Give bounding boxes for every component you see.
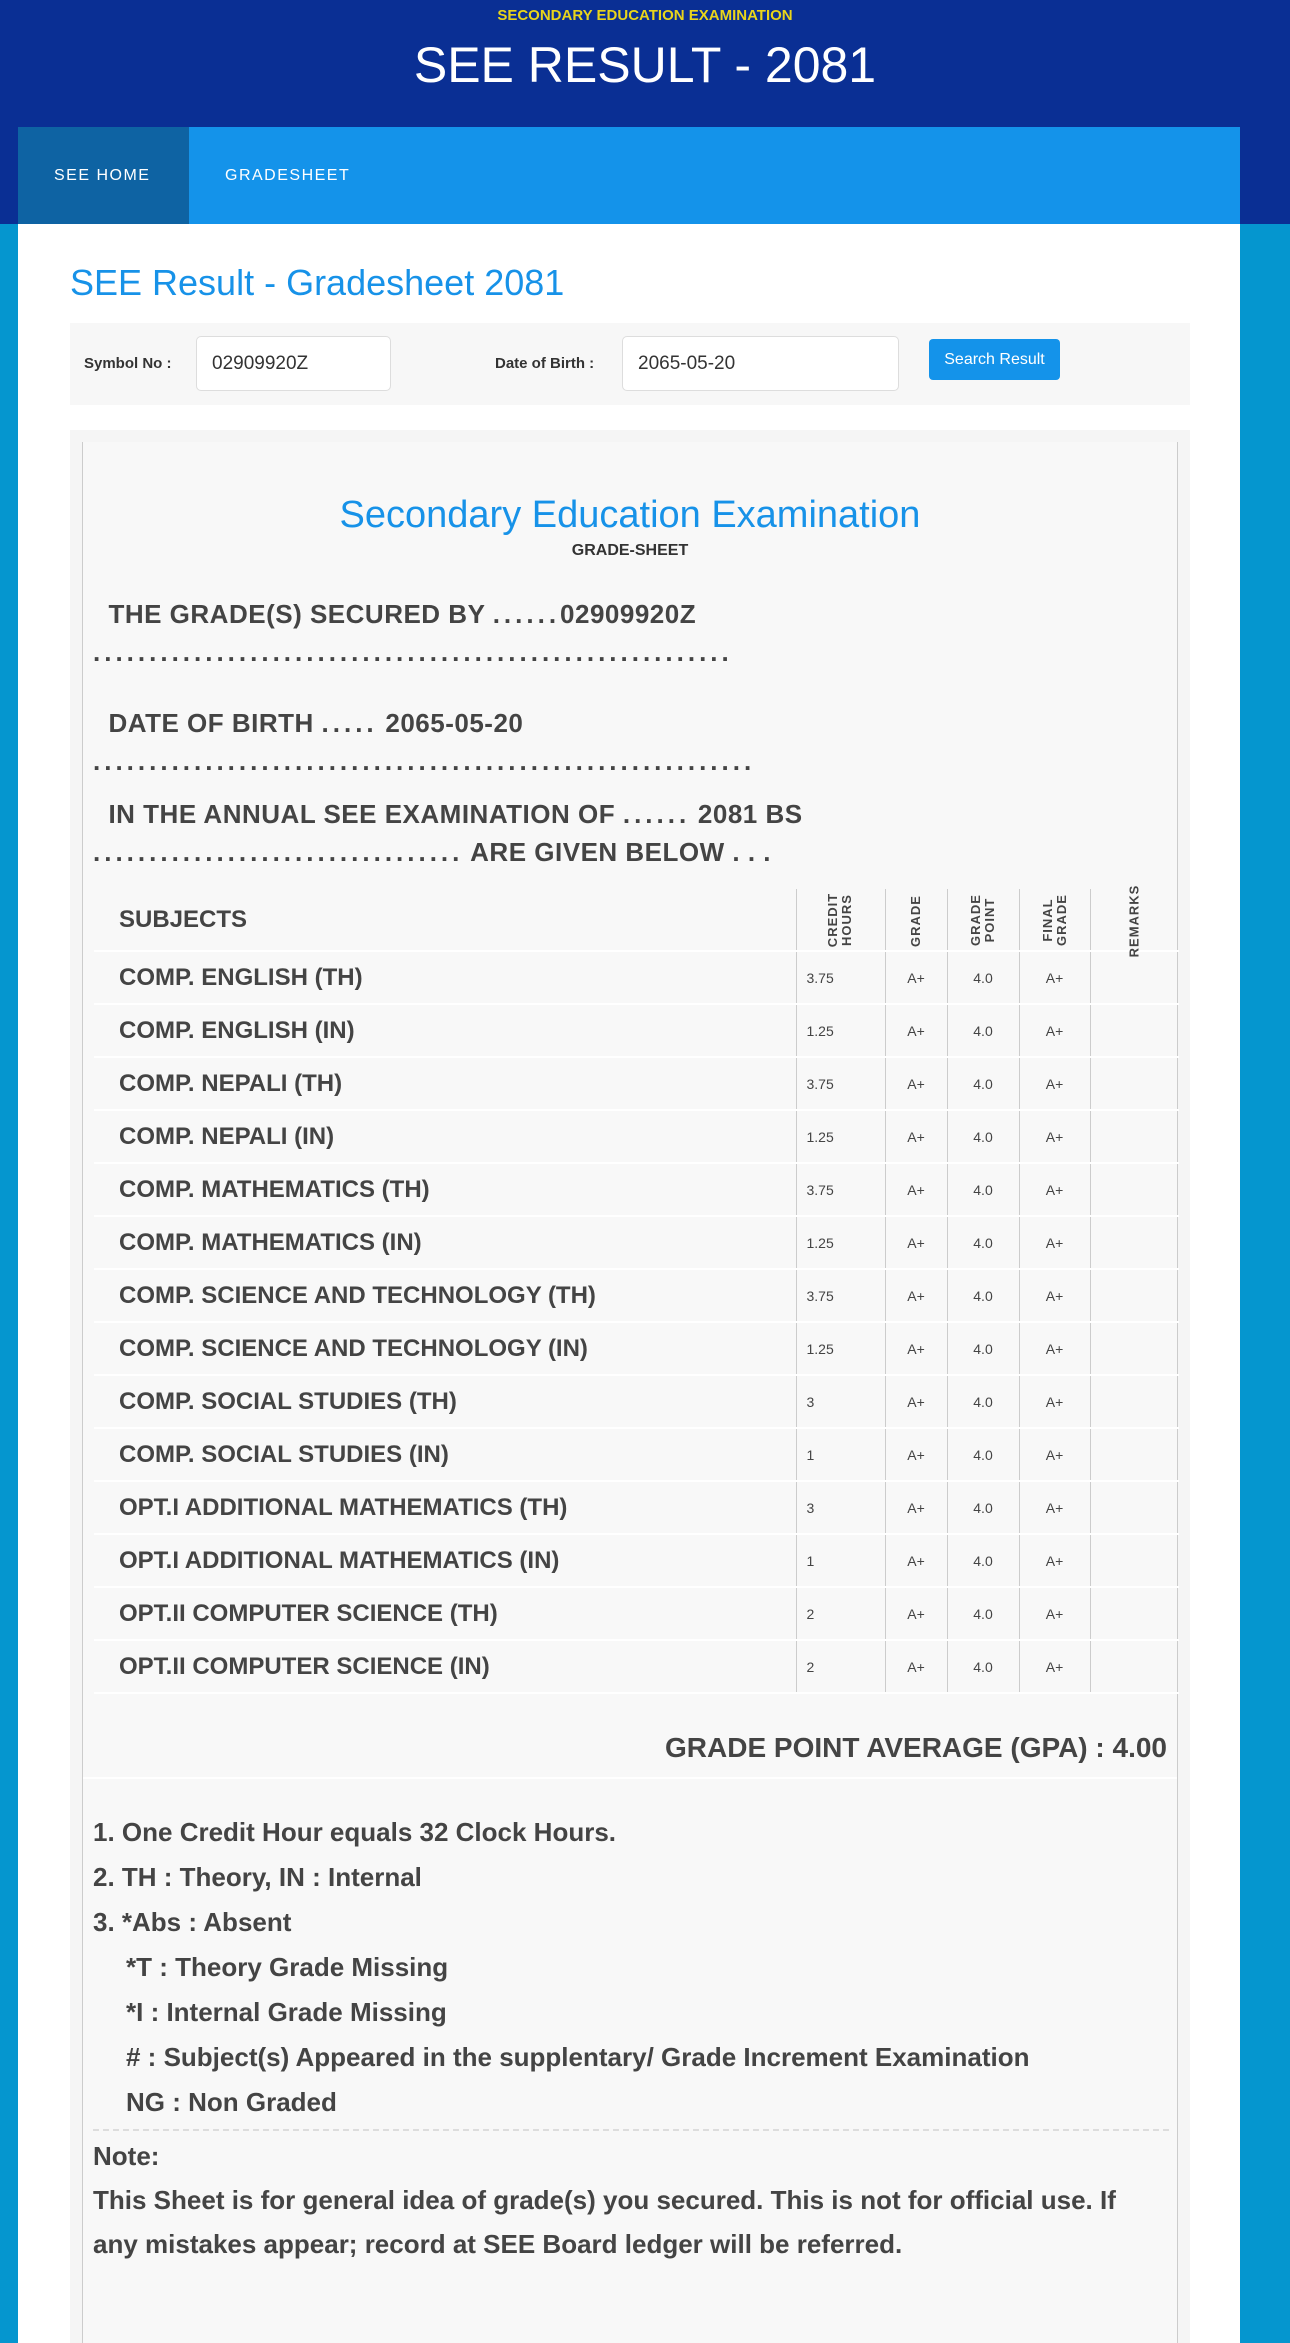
cell-remarks: [1090, 951, 1179, 1004]
sheet-subheading: GRADE-SHEET: [571, 542, 689, 559]
search-form: [70, 323, 1190, 405]
cell-grade: A+: [885, 1163, 947, 1216]
cell-credit: 1.25: [796, 1216, 885, 1269]
subject-name: COMP. MATHEMATICS (IN): [94, 1216, 796, 1269]
cell-gp: 4.0: [947, 1534, 1019, 1587]
note-item: NG : Non Graded: [126, 2087, 337, 2117]
cell-grade: A+: [885, 1375, 947, 1428]
cell-final: A+: [1019, 1110, 1090, 1163]
subject-name: COMP. ENGLISH (TH): [94, 951, 796, 1004]
note-item: # : Subject(s) Appeared in the supplentary/ Grade Increment Examination: [126, 2042, 1030, 2072]
gradesheet: [70, 430, 1190, 2343]
table-header: [94, 889, 1179, 951]
dob-input[interactable]: [622, 336, 899, 391]
cell-final: A+: [1019, 1428, 1090, 1481]
exam-line: IN THE ANNUAL SEE EXAMINATION OF ...... 2081 BS ................................. ARE GIVEN BELOW . . .: [93, 799, 803, 867]
cell-credit: 2: [796, 1587, 885, 1640]
cell-remarks: [1090, 1057, 1179, 1110]
label: DATE OF BIRTH: [108, 708, 314, 738]
table-row: [94, 1057, 1179, 1110]
subject-name: COMP. SOCIAL STUDIES (TH): [94, 1375, 796, 1428]
symbol-label: Symbol No :: [84, 355, 172, 372]
table-row: [94, 1481, 1179, 1534]
cell-final: A+: [1019, 1534, 1090, 1587]
nav-bar: [18, 127, 1240, 224]
cell-grade: A+: [885, 1640, 947, 1693]
cell-grade: A+: [885, 1322, 947, 1375]
table-row: [94, 1587, 1179, 1640]
cell-remarks: [1090, 1428, 1179, 1481]
cell-final: A+: [1019, 1481, 1090, 1534]
cell-credit: 3.75: [796, 1269, 885, 1322]
cell-final: A+: [1019, 1004, 1090, 1057]
col-final-grade: FINAL GRADE: [1039, 893, 1069, 946]
subject-name: OPT.II COMPUTER SCIENCE (TH): [94, 1587, 796, 1640]
cell-grade: A+: [885, 1534, 947, 1587]
disclaimer: [93, 2134, 1163, 2266]
cell-gp: 4.0: [947, 951, 1019, 1004]
header-title: SEE RESULT - 2081: [413, 37, 877, 93]
cell-final: A+: [1019, 1057, 1090, 1110]
search-result-button[interactable]: Search Result: [929, 339, 1060, 380]
cell-remarks: [1090, 1110, 1179, 1163]
cell-credit: 3: [796, 1375, 885, 1428]
sheet-heading: Secondary Education Examination: [339, 494, 921, 536]
label: IN THE ANNUAL SEE EXAMINATION OF: [108, 799, 616, 829]
nav-gradesheet[interactable]: GRADESHEET: [225, 167, 351, 184]
cell-final: A+: [1019, 1322, 1090, 1375]
dob-value: 2065-05-20: [385, 708, 524, 738]
dob-line: DATE OF BIRTH ..... 2065-05-20 ...........................................................: [93, 708, 756, 776]
note-text: This Sheet is for general idea of grade(s) you secured. This is not for official use. If any mistakes appear; record at SEE Board ledger will be referred.: [93, 2185, 1116, 2259]
table-row: [94, 1004, 1179, 1057]
col-remarks: REMARKS: [1126, 884, 1142, 957]
cell-gp: 4.0: [947, 1375, 1019, 1428]
cell-gp: 4.0: [947, 1587, 1019, 1640]
cell-credit: 3.75: [796, 1057, 885, 1110]
cell-credit: 1.25: [796, 1004, 885, 1057]
note-item: *I : Internal Grade Missing: [126, 1997, 447, 2027]
subject-name: COMP. ENGLISH (IN): [94, 1004, 796, 1057]
table-row: [94, 1428, 1179, 1481]
grades-table: [94, 884, 1179, 1694]
cell-grade: A+: [885, 1428, 947, 1481]
table-row: [94, 1534, 1179, 1587]
label: ARE GIVEN BELOW . . .: [470, 837, 772, 867]
cell-remarks: [1090, 1640, 1179, 1693]
cell-credit: 1: [796, 1534, 885, 1587]
col-grade-point: GRADE POINT: [967, 893, 997, 946]
subject-name: COMP. SCIENCE AND TECHNOLOGY (TH): [94, 1269, 796, 1322]
table-row: [94, 951, 1179, 1004]
table-row: [94, 1322, 1179, 1375]
note-item: *T : Theory Grade Missing: [126, 1952, 449, 1982]
subject-name: OPT.I ADDITIONAL MATHEMATICS (TH): [94, 1481, 796, 1534]
cell-gp: 4.0: [947, 1428, 1019, 1481]
cell-gp: 4.0: [947, 1322, 1019, 1375]
subject-name: COMP. SOCIAL STUDIES (IN): [94, 1428, 796, 1481]
cell-credit: 1.25: [796, 1322, 885, 1375]
nav-see-home[interactable]: SEE HOME: [18, 127, 189, 224]
cell-grade: A+: [885, 1269, 947, 1322]
cell-gp: 4.0: [947, 1640, 1019, 1693]
dashed-divider: [93, 2129, 1169, 2131]
cell-remarks: [1090, 1587, 1179, 1640]
subject-name: OPT.II COMPUTER SCIENCE (IN): [94, 1640, 796, 1693]
cell-gp: 4.0: [947, 1057, 1019, 1110]
cell-gp: 4.0: [947, 1481, 1019, 1534]
dob-label: Date of Birth :: [495, 355, 595, 372]
cell-grade: A+: [885, 1216, 947, 1269]
cell-credit: 1.25: [796, 1110, 885, 1163]
symbol-value: 02909920Z: [560, 599, 697, 629]
subject-name: COMP. NEPALI (TH): [94, 1057, 796, 1110]
cell-final: A+: [1019, 1269, 1090, 1322]
cell-remarks: [1090, 1481, 1179, 1534]
subject-name: OPT.I ADDITIONAL MATHEMATICS (IN): [94, 1534, 796, 1587]
cell-credit: 3: [796, 1481, 885, 1534]
col-credit-hours: CREDIT HOURS: [825, 892, 855, 947]
cell-gp: 4.0: [947, 1269, 1019, 1322]
cell-remarks: [1090, 1004, 1179, 1057]
divider: [83, 1777, 1177, 1779]
cell-grade: A+: [885, 951, 947, 1004]
cell-grade: A+: [885, 1587, 947, 1640]
cell-gp: 4.0: [947, 1110, 1019, 1163]
cell-final: A+: [1019, 1216, 1090, 1269]
col-subjects: SUBJECTS: [94, 889, 796, 951]
subject-name: COMP. MATHEMATICS (TH): [94, 1163, 796, 1216]
cell-remarks: [1090, 1163, 1179, 1216]
cell-remarks: [1090, 1534, 1179, 1587]
note-item: 2. TH : Theory, IN : Internal: [93, 1862, 422, 1892]
label: THE GRADE(S) SECURED BY: [108, 599, 485, 629]
cell-final: A+: [1019, 951, 1090, 1004]
symbol-input[interactable]: [196, 336, 391, 391]
cell-gp: 4.0: [947, 1216, 1019, 1269]
secured-by-line: THE GRADE(S) SECURED BY ......02909920Z .........................................................: [93, 599, 733, 667]
cell-remarks: [1090, 1375, 1179, 1428]
cell-grade: A+: [885, 1004, 947, 1057]
page-title: SEE Result - Gradesheet 2081: [70, 262, 565, 303]
table-row: [94, 1216, 1179, 1269]
table-row: [94, 1269, 1179, 1322]
table-row: [94, 1640, 1179, 1693]
cell-credit: 1: [796, 1428, 885, 1481]
cell-grade: A+: [885, 1110, 947, 1163]
cell-final: A+: [1019, 1163, 1090, 1216]
subject-name: COMP. SCIENCE AND TECHNOLOGY (IN): [94, 1322, 796, 1375]
table-row: [94, 1375, 1179, 1428]
cell-grade: A+: [885, 1481, 947, 1534]
subject-name: COMP. NEPALI (IN): [94, 1110, 796, 1163]
note-title: Note:: [93, 2141, 160, 2171]
cell-final: A+: [1019, 1375, 1090, 1428]
table-row: [94, 1163, 1179, 1216]
note-item: 3. *Abs : Absent: [93, 1907, 292, 1937]
cell-gp: 4.0: [947, 1004, 1019, 1057]
cell-credit: 3.75: [796, 1163, 885, 1216]
legend-notes: [93, 1810, 1029, 2125]
col-grade: GRADE: [907, 894, 923, 947]
gpa-value: GRADE POINT AVERAGE (GPA) : 4.00: [665, 1732, 1167, 1763]
cell-remarks: [1090, 1269, 1179, 1322]
cell-gp: 4.0: [947, 1163, 1019, 1216]
cell-grade: A+: [885, 1057, 947, 1110]
cell-final: A+: [1019, 1587, 1090, 1640]
table-row: [94, 1110, 1179, 1163]
cell-remarks: [1090, 1216, 1179, 1269]
cell-remarks: [1090, 1322, 1179, 1375]
cell-credit: 3.75: [796, 951, 885, 1004]
header-subtitle: SECONDARY EDUCATION EXAMINATION: [497, 7, 793, 24]
note-item: 1. One Credit Hour equals 32 Clock Hours.: [93, 1817, 617, 1847]
cell-credit: 2: [796, 1640, 885, 1693]
exam-year: 2081 BS: [697, 799, 803, 829]
cell-final: A+: [1019, 1640, 1090, 1693]
